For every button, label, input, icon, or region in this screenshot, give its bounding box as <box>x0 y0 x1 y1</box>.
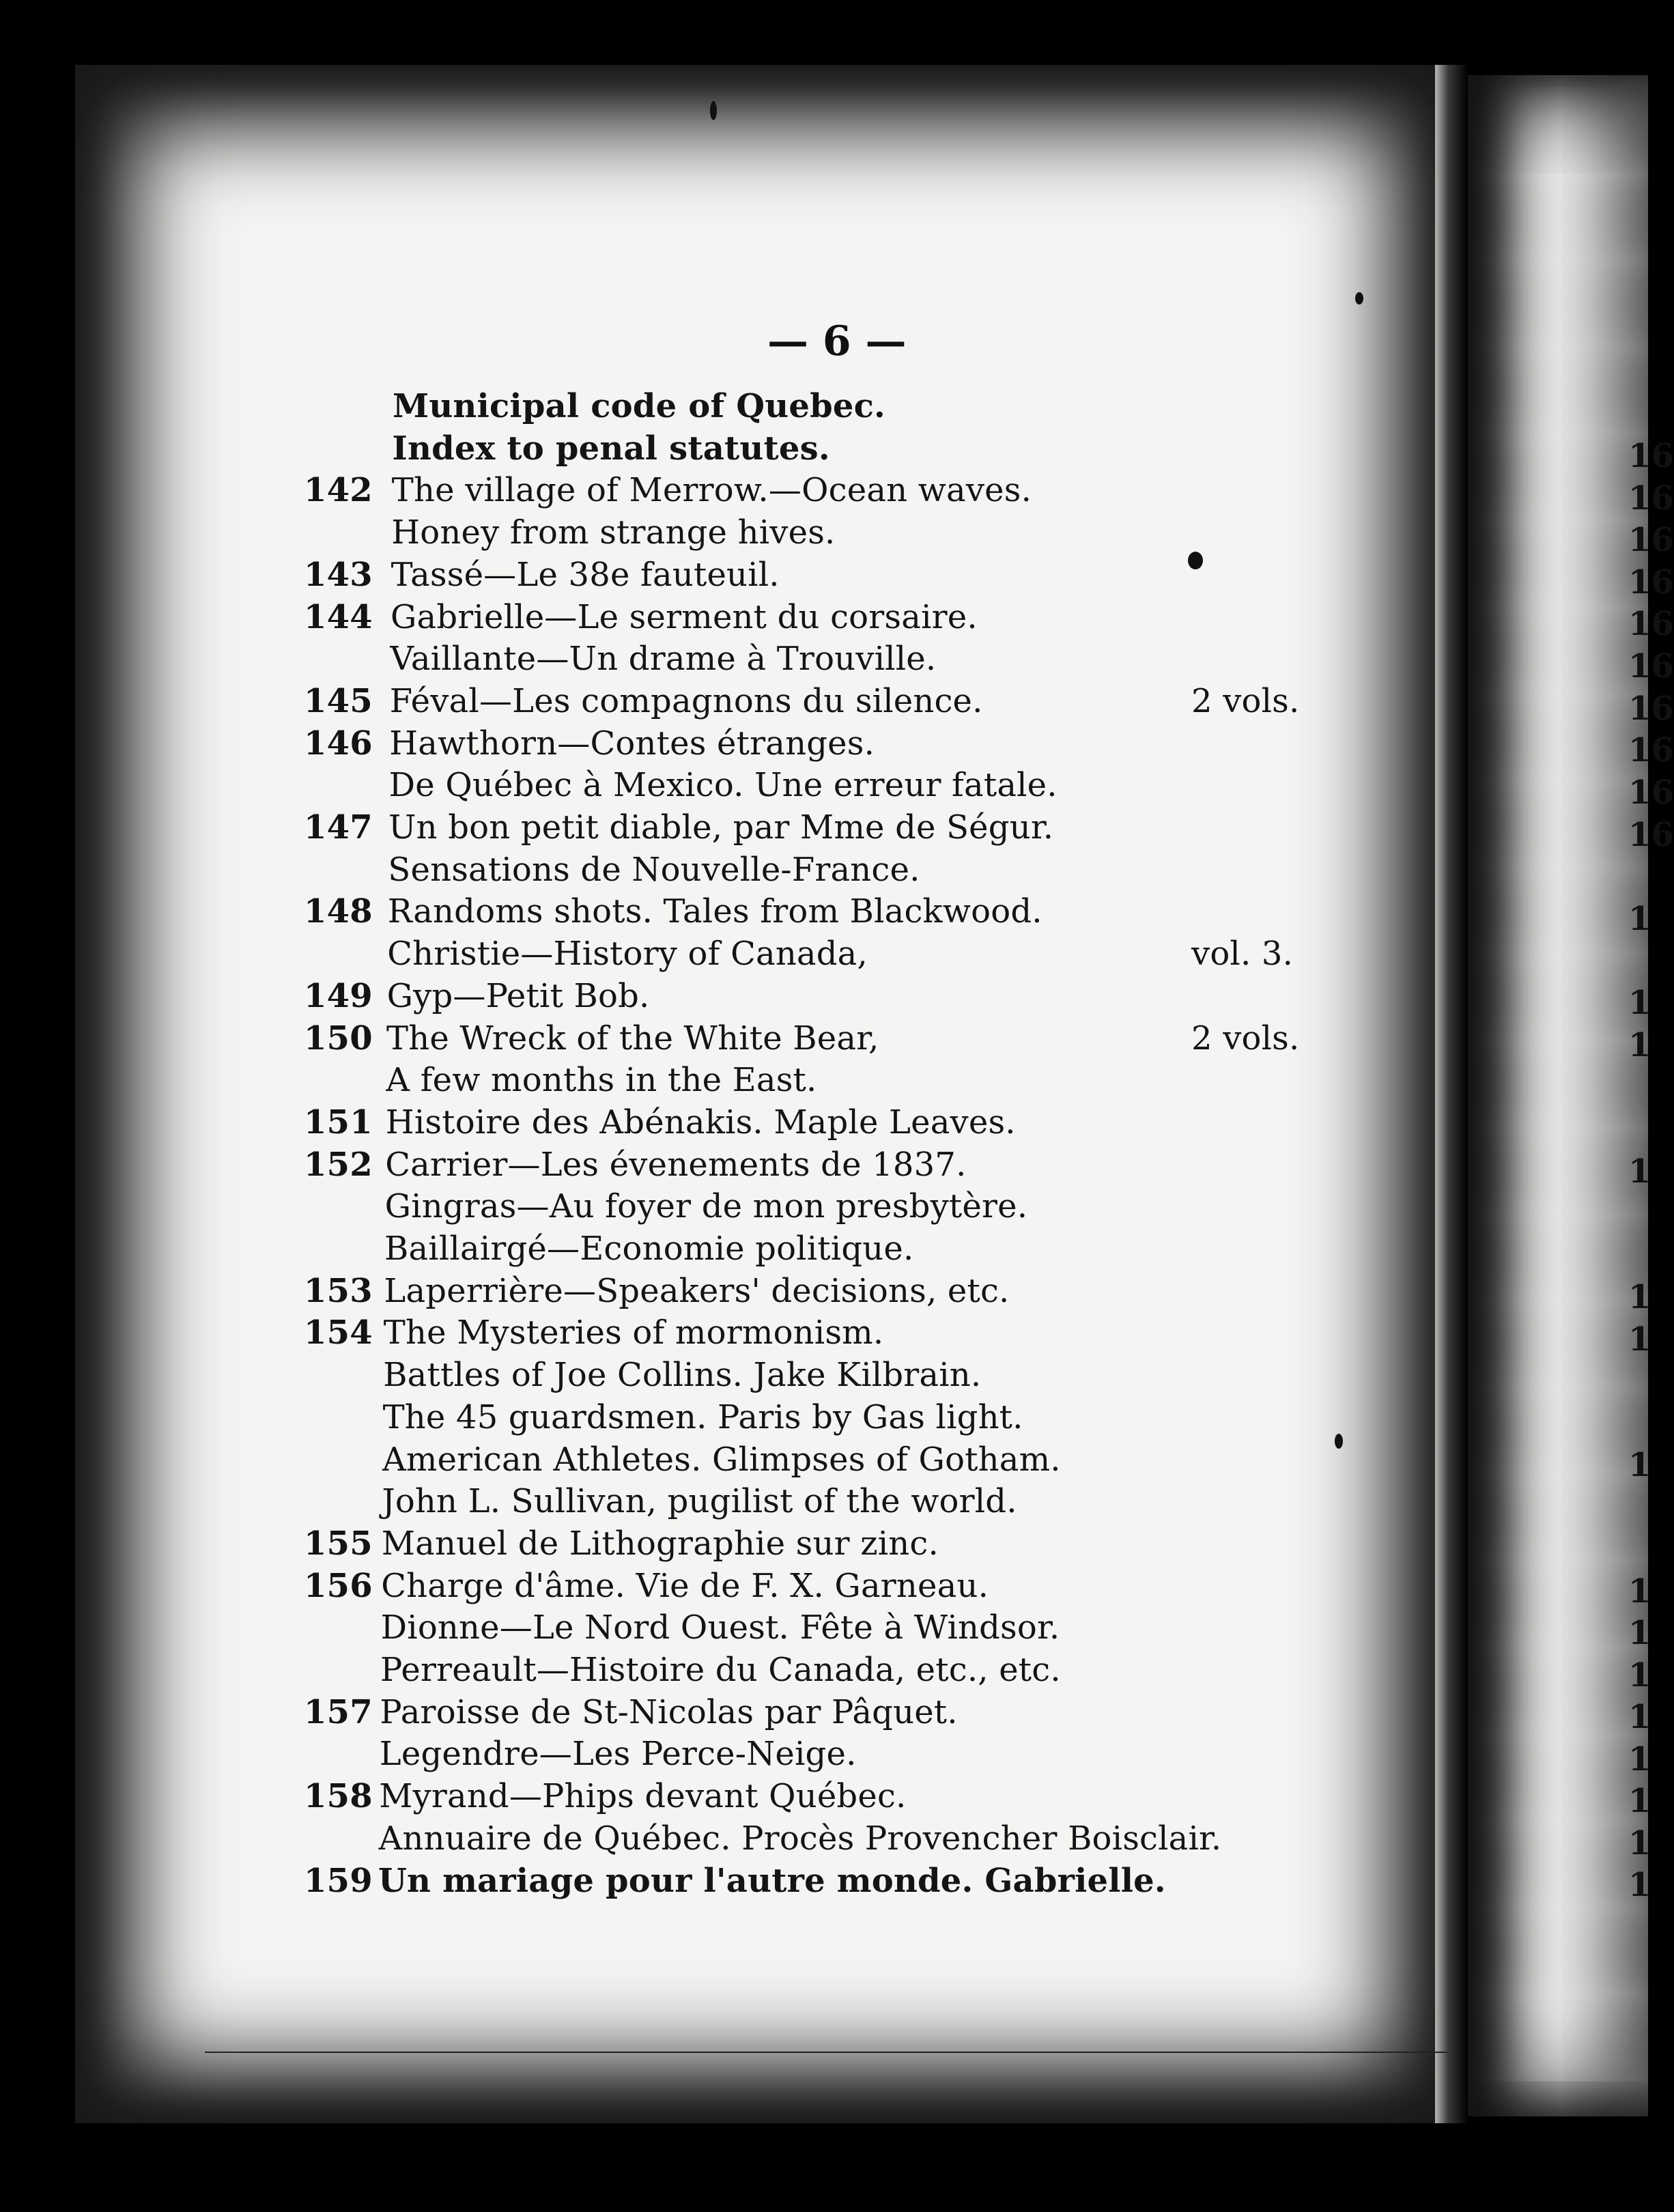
entry-number: 144 <box>304 598 373 636</box>
entry-number: 148 <box>304 892 373 931</box>
entry-number: 159 <box>304 1862 373 1900</box>
entry-title: Legendre—Les Perce-Neige. <box>379 1735 857 1773</box>
entry-title: Myrand—Phips devant Québec. <box>379 1777 907 1815</box>
entry-title: American Athletes. Glimpses of Gotham. <box>382 1441 1061 1479</box>
entry-number: 145 <box>304 682 373 720</box>
entry-number: 143 <box>304 556 373 594</box>
ink-blot <box>1335 1434 1343 1449</box>
facing-page-number: 16 <box>1628 690 1674 728</box>
entry-number: 152 <box>304 1146 373 1184</box>
facing-page-number: 1 <box>1628 1026 1651 1064</box>
ink-blot <box>1188 552 1203 569</box>
entry-title: Baillairgé—Economie politique. <box>384 1230 914 1268</box>
entry-title: Gyp—Petit Bob. <box>386 977 650 1015</box>
entry-title: Un mariage pour l'autre monde. Gabrielle. <box>378 1862 1166 1900</box>
facing-page-number: 1 <box>1628 1656 1651 1695</box>
facing-page-number: 1 <box>1628 1698 1651 1736</box>
entry-title: Laperrière—Speakers' decisions, etc. <box>384 1272 1010 1310</box>
facing-page-number: 16 <box>1628 563 1674 601</box>
entry-number: 151 <box>304 1103 373 1142</box>
entry-number: 146 <box>304 724 373 763</box>
entry-volumes: vol. 3. <box>1191 935 1294 973</box>
entry-volumes: 2 vols. <box>1191 682 1300 720</box>
book-fold <box>1435 65 1468 2123</box>
entry-number: 157 <box>304 1693 373 1731</box>
entry-title: Battles of Joe Collins. Jake Kilbrain. <box>383 1356 982 1394</box>
page-number: — 6 — <box>767 317 907 365</box>
facing-page-number: 1 <box>1628 1152 1651 1191</box>
facing-page-number: 1 <box>1628 1446 1651 1484</box>
entry-title: Randoms shots. Tales from Blackwood. <box>387 892 1042 931</box>
facing-page-number: 1 <box>1628 1572 1651 1611</box>
entry-number: 156 <box>304 1567 373 1605</box>
entry-title: Carrier—Les évenements de 1837. <box>385 1146 967 1184</box>
entry-number: 154 <box>304 1314 373 1352</box>
entry-title: Annuaire de Québec. Procès Provencher Boisclair. <box>378 1819 1222 1858</box>
entry-title: Manuel de Lithographie sur zinc. <box>381 1525 939 1563</box>
facing-page-number: 16 <box>1628 605 1674 643</box>
entry-title: Histoire des Abénakis. Maple Leaves. <box>385 1103 1016 1142</box>
entry-title: Féval—Les compagnons du silence. <box>389 682 983 720</box>
entry-title: Vaillante—Un drame à Trouville. <box>390 640 937 678</box>
entry-title: The village of Merrow.—Ocean waves. <box>391 471 1032 509</box>
facing-page-number: 1 <box>1628 1320 1651 1359</box>
entry-title: Tassé—Le 38e fauteuil. <box>391 556 780 594</box>
facing-page-number: 16 <box>1628 437 1674 475</box>
facing-page-number: 1 <box>1628 1614 1651 1652</box>
entry-title: Christie—History of Canada, <box>387 935 868 973</box>
facing-page-number: 16 <box>1628 521 1674 559</box>
facing-page-number: 16 <box>1628 816 1674 854</box>
entry-number: 155 <box>304 1525 373 1563</box>
facing-page-number: 1 <box>1628 1824 1651 1862</box>
facing-page-number: 1 <box>1628 1782 1651 1820</box>
entry-number: 142 <box>304 471 373 509</box>
ink-blot <box>1355 292 1363 304</box>
entry-title: Gabrielle—Le serment du corsaire. <box>391 598 978 636</box>
entry-volumes: 2 vols. <box>1191 1019 1300 1058</box>
facing-page-number: 16 <box>1628 647 1674 685</box>
entry-title: Charge d'âme. Vie de F. X. Garneau. <box>381 1567 989 1605</box>
entry-title: Hawthorn—Contes étranges. <box>389 724 875 763</box>
facing-page-number: 16 <box>1628 731 1674 769</box>
entry-title: John L. Sullivan, pugilist of the world. <box>382 1482 1017 1520</box>
facing-page-number: 1 <box>1628 1740 1651 1778</box>
entry-number: 147 <box>304 808 373 847</box>
entry-title: Paroisse de St-Nicolas par Pâquet. <box>380 1693 958 1731</box>
entry-title: De Québec à Mexico. Une erreur fatale. <box>388 766 1058 804</box>
facing-page-number: 1 <box>1628 1278 1651 1316</box>
entry-number: 153 <box>304 1272 373 1310</box>
entry-number: 150 <box>304 1019 373 1058</box>
facing-page-number: 16 <box>1628 774 1674 812</box>
bottom-rule <box>205 2052 1447 2053</box>
entry-title: Perreault—Histoire du Canada, etc., etc. <box>380 1651 1061 1689</box>
entry-title: The 45 guardsmen. Paris by Gas light. <box>382 1398 1023 1436</box>
ink-blot <box>710 101 717 120</box>
facing-page-number: 1 <box>1628 1866 1651 1904</box>
entry-title: Gingras—Au foyer de mon presbytère. <box>384 1187 1028 1225</box>
entry-title: Index to penal statutes. <box>392 429 830 468</box>
entry-number: 149 <box>304 977 373 1015</box>
entry-title: A few months in the East. <box>386 1061 817 1099</box>
entry-title: The Wreck of the White Bear, <box>386 1019 879 1058</box>
entry-title: Municipal code of Quebec. <box>393 387 885 425</box>
entry-title: The Mysteries of mormonism. <box>383 1314 884 1352</box>
entry-title: Dionne—Le Nord Ouest. Fête à Windsor. <box>380 1608 1060 1647</box>
facing-page-number: 1 <box>1628 984 1651 1022</box>
facing-page-number: 1 <box>1628 900 1651 938</box>
facing-page <box>1468 75 1648 2116</box>
entry-title: Un bon petit diable, par Mme de Ségur. <box>388 808 1054 847</box>
facing-page-number: 16 <box>1628 479 1674 517</box>
entry-number: 158 <box>304 1777 373 1815</box>
entry-title: Honey from strange hives. <box>391 513 836 552</box>
entry-title: Sensations de Nouvelle-France. <box>388 851 920 889</box>
